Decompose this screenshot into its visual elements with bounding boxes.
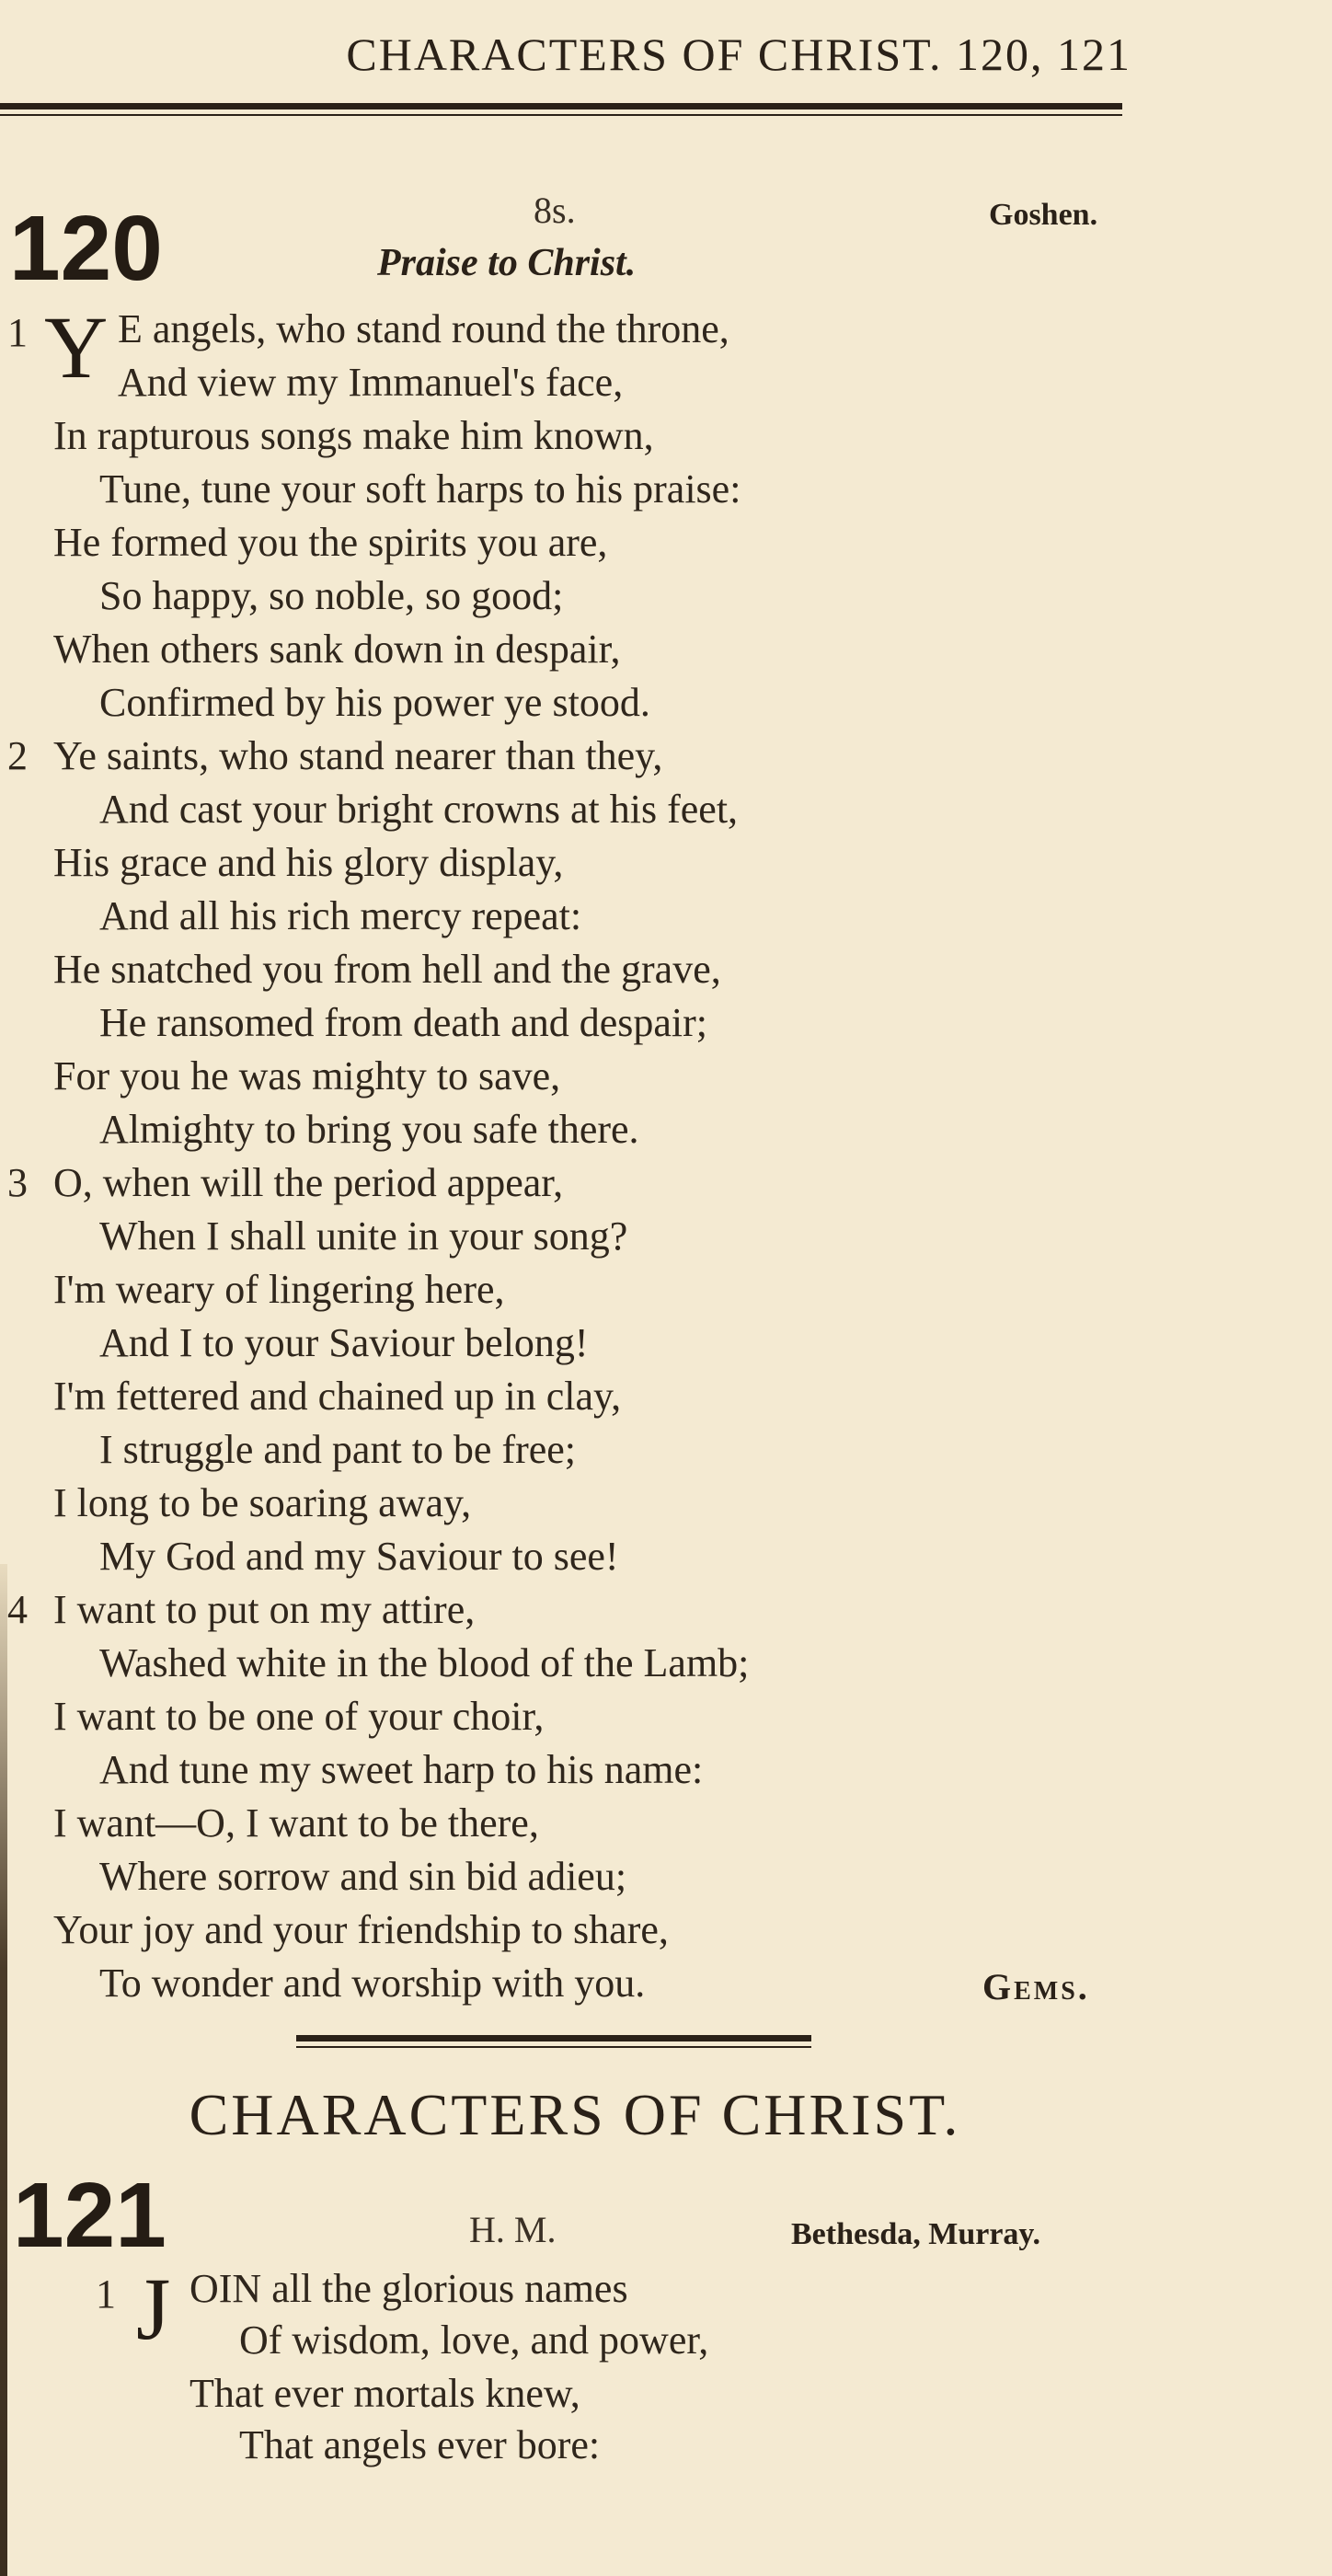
verse-line: I struggle and pant to be free;: [99, 1427, 577, 1472]
verse-line: He formed you the spirits you are,: [53, 520, 608, 565]
hymn-120-tune: Goshen.: [989, 198, 1098, 232]
verse-line: I want to put on my attire,: [53, 1587, 476, 1632]
verse-line: My God and my Saviour to see!: [99, 1534, 619, 1579]
verse-line: Ye saints, who stand nearer than they,: [53, 733, 663, 778]
verse-line: That angels ever bore:: [239, 2422, 601, 2467]
verse-line: O, when will the period appear,: [53, 1160, 564, 1205]
section-title: CHARACTERS OF CHRIST.: [189, 2082, 961, 2147]
section-divider-thick: [296, 2035, 811, 2041]
hymn-120-number: 120: [9, 197, 163, 300]
verse-line: Where sorrow and sin bid adieu;: [99, 1854, 627, 1899]
verse-line: That ever mortals knew,: [189, 2371, 580, 2416]
hymn-120-meter: 8s.: [534, 190, 576, 231]
section-divider-thin: [296, 2046, 811, 2048]
verse-line: I want—O, I want to be there,: [53, 1800, 539, 1846]
drop-cap: Y: [44, 298, 109, 397]
drop-cap: J: [136, 2260, 171, 2358]
verse-line: Tune, tune your soft harps to his praise:: [99, 466, 741, 512]
header-rule-thick: [0, 103, 1122, 109]
verse-line: I'm fettered and chained up in clay,: [53, 1374, 622, 1419]
verse-line: I'm weary of lingering here,: [53, 1267, 505, 1312]
verse-line: He snatched you from hell and the grave,: [53, 947, 721, 992]
stanza-number: 3: [7, 1160, 28, 1205]
hymn-121-tune: Bethesda, Murray.: [791, 2217, 1041, 2251]
page-edge-shadow: [0, 1564, 7, 2576]
verse-line: When others sank down in despair,: [53, 627, 621, 672]
hymn-121-meter: H. M.: [469, 2209, 557, 2250]
verse-line: When I shall unite in your song?: [99, 1213, 628, 1259]
verse-line: Of wisdom, love, and power,: [239, 2317, 709, 2363]
verse-line: Washed white in the blood of the Lamb;: [99, 1640, 750, 1685]
verse-line: And all his rich mercy repeat:: [99, 893, 582, 938]
verse-line: He ransomed from death and despair;: [99, 1000, 707, 1045]
stanza-number: 4: [7, 1587, 28, 1632]
verse-line: OIN all the glorious names: [189, 2266, 628, 2311]
verse-line: For you he was mighty to save,: [53, 1053, 561, 1098]
stanza-number: 1: [7, 310, 28, 355]
verse-line: And tune my sweet harp to his name:: [99, 1747, 704, 1792]
verse-line: Your joy and your friendship to share,: [53, 1907, 669, 1952]
verse-line: So happy, so noble, so good;: [99, 573, 564, 618]
stanza-number: 1: [96, 2271, 116, 2317]
verse-line: To wonder and worship with you.: [99, 1961, 646, 2006]
verse-line: I want to be one of your choir,: [53, 1694, 545, 1739]
verse-line: Almighty to bring you safe there.: [99, 1107, 639, 1152]
verse-line: And cast your bright crowns at his feet,: [99, 787, 739, 832]
hymn-120-subject: Praise to Christ.: [377, 242, 637, 284]
verse-line: I long to be soaring away,: [53, 1480, 472, 1525]
hymn-121-number: 121: [13, 2164, 166, 2267]
verse-line: E angels, who stand round the throne,: [118, 306, 729, 351]
header-rule-thin: [0, 114, 1122, 116]
hymn-120-source: Gems.: [982, 1966, 1090, 2007]
verse-line: His grace and his glory display,: [53, 840, 564, 885]
stanza-number: 2: [7, 733, 28, 778]
running-head: CHARACTERS OF CHRIST. 120, 121: [346, 29, 1131, 80]
verse-line: And view my Immanuel's face,: [118, 360, 624, 405]
verse-line: Confirmed by his power ye stood.: [99, 680, 650, 725]
verse-line: In rapturous songs make him known,: [53, 413, 654, 458]
verse-line: And I to your Saviour belong!: [99, 1320, 589, 1365]
